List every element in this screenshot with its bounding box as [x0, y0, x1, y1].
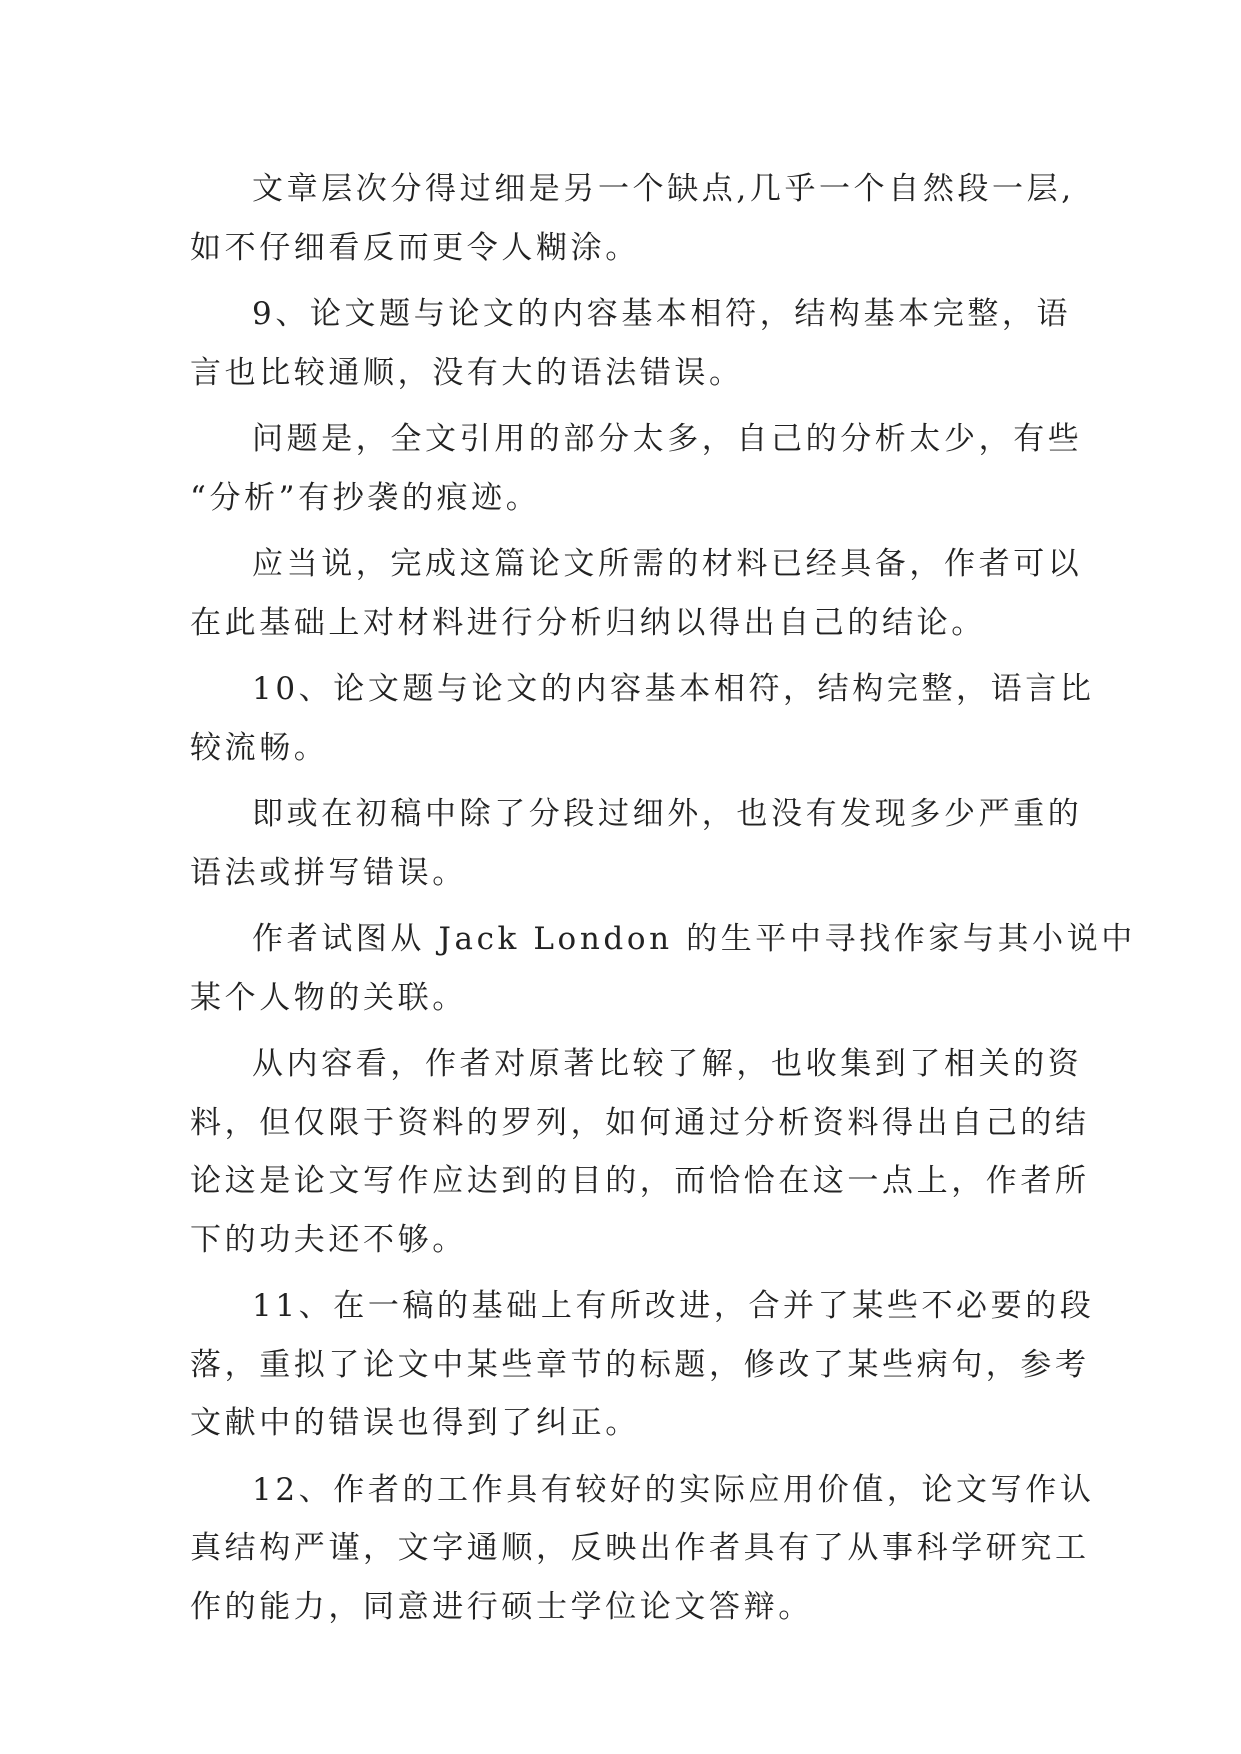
paragraph-line: 作者试图从 Jack London 的生平中寻找作家与其小说中: [252, 921, 1136, 957]
paragraph-line: 应当说，完成这篇论文所需的材料已经具备，作者可以: [252, 546, 1083, 582]
paragraph-line: 如不仔细看反而更令人糊涂。: [190, 229, 640, 266]
paragraph: [190, 785, 1083, 902]
paragraph-line: 较流畅。: [190, 729, 329, 766]
paragraph-line: 某个人物的关联。: [190, 979, 467, 1016]
paragraph-line: 作的能力，同意进行硕士学位论文答辩。: [190, 1588, 813, 1625]
paragraph: [190, 410, 1083, 527]
paragraph-line: 即或在初稿中除了分段过细外，也没有发现多少严重的: [252, 796, 1083, 832]
paragraph-line: 论这是论文写作应达到的目的，而恰恰在这一点上，作者所: [190, 1163, 1090, 1199]
paragraph-line: 言也比较通顺，没有大的语法错误。: [190, 354, 744, 391]
paragraph-line: 真结构严谨，文字通顺，反映出作者具有了从事科学研究工: [190, 1530, 1090, 1566]
paragraph-line: 落，重拟了论文中某些章节的标题，修改了某些病句，参考: [190, 1346, 1090, 1383]
paragraph-line: 9、论文题与论文的内容基本相符，结构基本完整，语: [252, 296, 1072, 332]
paragraph-line: 10、论文题与论文的内容基本相符，结构完整，语言比: [252, 671, 1095, 707]
paragraph-line: 问题是，全文引用的部分太多，自己的分析太少，有些: [252, 421, 1083, 457]
paragraph: [190, 1277, 1095, 1453]
paragraph-line: “分析”有抄袭的痕迹。: [190, 479, 541, 516]
paragraph-line: 文献中的错误也得到了纠正。: [190, 1405, 640, 1441]
document-body: [190, 160, 1136, 1644]
paragraph-line: 11、在一稿的基础上有所改进，合并了某些不必要的段: [252, 1288, 1095, 1324]
paragraph: [190, 910, 1136, 1027]
paragraph-line: 语法或拼写错误。: [190, 854, 467, 891]
paragraph: [190, 1035, 1090, 1269]
paragraph-line: 从内容看，作者对原著比较了解，也收集到了相关的资: [252, 1046, 1083, 1082]
paragraph: [190, 285, 1072, 402]
paragraph-line: 料，但仅限于资料的罗列，如何通过分析资料得出自己的结: [190, 1104, 1090, 1141]
paragraph: [190, 1461, 1095, 1637]
paragraph: [190, 535, 1083, 652]
paragraph: [190, 160, 1075, 277]
paragraph-line: 在此基础上对材料进行分析归纳以得出自己的结论。: [190, 604, 986, 641]
paragraph-line: 文章层次分得过细是另一个缺点,几乎一个自然段一层,: [252, 171, 1075, 207]
paragraph-line: 12、作者的工作具有较好的实际应用价值，论文写作认: [252, 1471, 1095, 1508]
paragraph-line: 下的功夫还不够。: [190, 1221, 467, 1258]
paragraph: [190, 660, 1095, 777]
